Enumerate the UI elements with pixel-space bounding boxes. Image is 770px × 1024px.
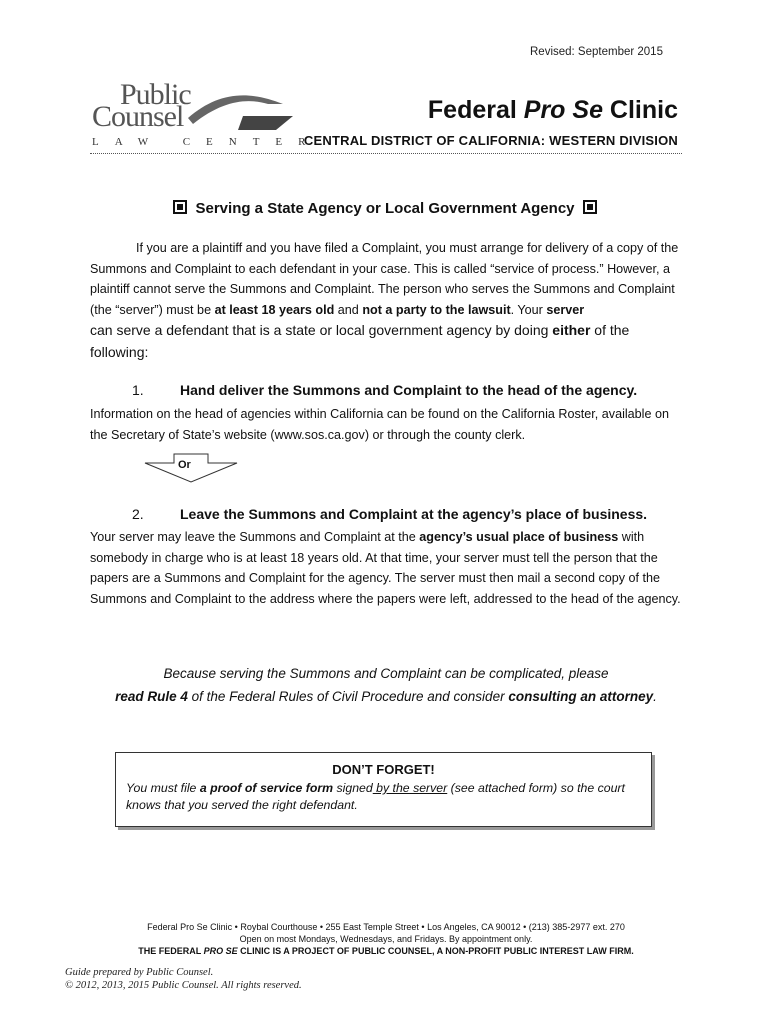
caution-note-line2: read Rule 4 of the Federal Rules of Civil Procedure and consider consulting an attorney. bbox=[115, 689, 657, 704]
revised-date: Revised: September 2015 bbox=[530, 46, 663, 58]
public-counsel-logo bbox=[88, 78, 322, 150]
option-1-heading: 1. Hand deliver the Summons and Complaint to the head of the agency. bbox=[132, 382, 638, 398]
clinic-title: Federal Pro Se Clinic bbox=[427, 96, 678, 124]
logo-line2: Counsel bbox=[92, 100, 184, 133]
header-divider bbox=[90, 153, 682, 154]
logo-subtitle: LAW CENTER bbox=[92, 136, 322, 148]
checkbox-bullet-icon bbox=[173, 200, 187, 214]
footer-hours: Open on most Mondays, Wednesdays, and Fridays. By appointment only. bbox=[239, 934, 533, 944]
or-label: Or bbox=[178, 459, 191, 471]
prepared-by: Guide prepared by Public Counsel. bbox=[65, 967, 214, 978]
caution-note-line1: Because serving the Summons and Complaint can be complicated, please bbox=[163, 666, 609, 681]
dont-forget-box bbox=[115, 752, 652, 827]
intro-paragraph: If you are a plaintiff and you have filed a Complaint, you must arrange for delivery of a copy of the Summons and Complaint to each defendant in your case. This is called “service of process.” However, a plaintiff cannot serve the Summons and Complaint. The person who serves the Summons and Complaint (the “server”) must be at least 18 years old and not a party to the lawsuit. Your server can serve a defendant that is a state or local government agency by doing either of the following: bbox=[90, 241, 679, 360]
footer-address: Federal Pro Se Clinic • Roybal Courthouse • 255 East Temple Street • Los Angeles, CA 90012 • (213) 385-2977 ext. 270 bbox=[147, 922, 625, 932]
dont-forget-title: DON’T FORGET! bbox=[332, 762, 435, 777]
option-1-text: Information on the head of agencies within California can be found on the California Roster, available on the Secretary of State’s website (www.sos.ca.gov) or through the county clerk. bbox=[90, 407, 669, 442]
down-arrow-icon bbox=[144, 453, 238, 483]
option-2-heading: 2. Leave the Summons and Complaint at the agency’s place of business. bbox=[132, 506, 648, 522]
footer-project-note: THE FEDERAL PRO SE CLINIC IS A PROJECT OF PUBLIC COUNSEL, A NON-PROFIT PUBLIC INTEREST LAW FIRM. bbox=[138, 946, 634, 956]
district-heading: CENTRAL DISTRICT OF CALIFORNIA: WESTERN DIVISION bbox=[303, 133, 678, 148]
option-2-text: Your server may leave the Summons and Complaint at the agency’s usual place of business with somebody in charge who is at least 18 years old. At that time, your server must tell the person that the papers are a Summons and Complaint for the agency. The server must then mail a second copy of the Summons and Complaint to the address where the papers were left, addressed to the head of the agency. bbox=[90, 530, 681, 606]
logo-line1: Public bbox=[120, 78, 191, 111]
dont-forget-text: You must file a proof of service form signed by the server (see attached form) so the court knows that you served the right defendant. bbox=[126, 781, 625, 812]
checkbox-bullet-icon bbox=[583, 200, 597, 214]
copyright: © 2012, 2013, 2015 Public Counsel. All rights reserved. bbox=[65, 980, 302, 991]
logo-swoosh-icon bbox=[188, 90, 298, 134]
section-title: Serving a State Agency or Local Government Agency bbox=[0, 200, 770, 217]
